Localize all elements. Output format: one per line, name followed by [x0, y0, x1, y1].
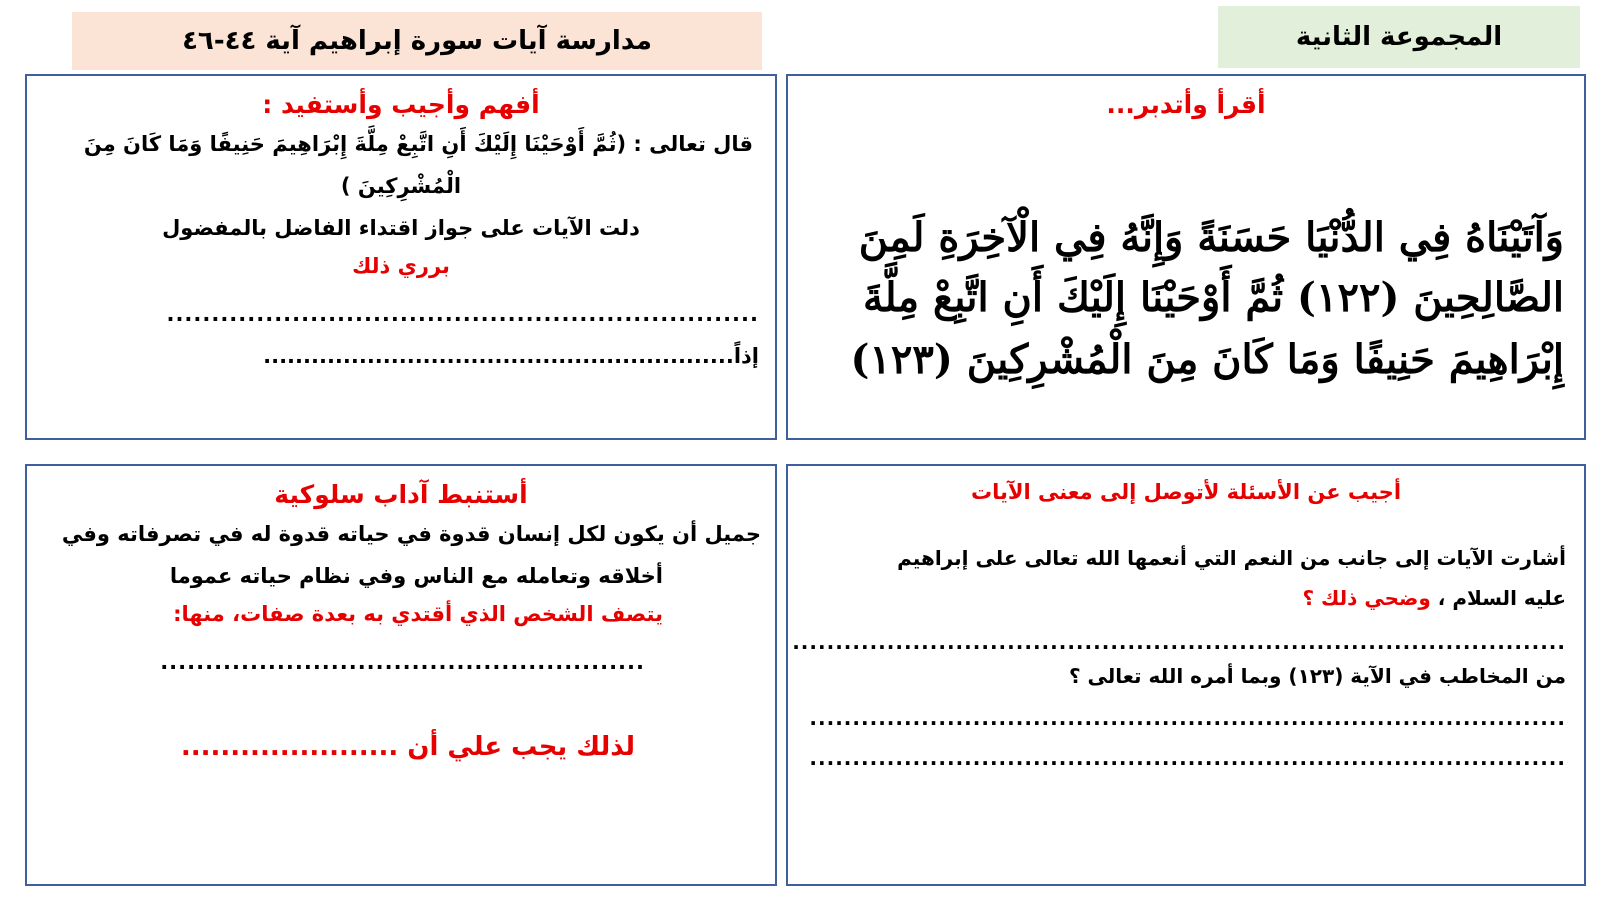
questions-heading: أجيب عن الأسئلة لأتوصل إلى معنى الآيات	[970, 480, 1402, 504]
question-1-text: عليه السلام ،	[1437, 586, 1566, 610]
group-label	[1218, 6, 1580, 68]
therefore-label: إذاً	[733, 344, 759, 368]
quote-line: قال تعالى : (ثُمَّ أَوْحَيْنَا إِلَيْكَ أَنِ اتَّبِعْ مِلَّةَ إِبْرَاهِيمَ حَنِيفًا وَمَا كَانَ مِنَ	[83, 132, 753, 156]
question-1-prompt: وضحي ذلك ؟	[1302, 586, 1431, 610]
etiquette-prompt: يتصف الشخص الذي أقتدي به بعدة صفات، منها:	[173, 602, 663, 626]
quote-line: الْمُشْرِكِينَ )	[340, 174, 462, 198]
verse-line: الصَّالِحِينَ (١٢٢) ثُمَّ أَوْحَيْنَا إِلَيْكَ أَنِ اتَّبِعْ مِلَّةَ	[862, 274, 1564, 321]
question-2: من المخاطب في الآية (١٢٣) وبما أمره الله تعالى ؟	[1068, 664, 1566, 688]
answer-line[interactable]: ......................	[180, 732, 399, 762]
verse-line: إِبْرَاهِيمَ حَنِيفًا وَمَا كَانَ مِنَ الْمُشْرِكِينَ (١٢٣)	[850, 336, 1564, 383]
answer-line[interactable]: ...........................................................	[263, 344, 734, 368]
read-reflect-panel	[786, 74, 1586, 440]
conclusion-row	[181, 732, 635, 762]
answer-line[interactable]: ........................................................................................	[809, 706, 1566, 730]
group-label-text: المجموعة الثانية	[1295, 22, 1503, 52]
question-1-line: أشارت الآيات إلى جانب من النعم التي أنعمها الله تعالى على إبراهيم	[897, 546, 1566, 570]
verse-line: وَآتَيْنَاهُ فِي الدُّنْيَا حَسَنَةً وَإِنَّهُ فِي الْآخِرَةِ لَمِنَ	[858, 214, 1564, 261]
therefore-row	[263, 344, 759, 368]
questions-panel	[786, 464, 1586, 886]
answer-line[interactable]: ..........................................................................................	[792, 630, 1566, 654]
answer-line[interactable]: ......................................................	[160, 650, 645, 674]
etiquette-text: جميل أن يكون لكل إنسان قدوة في حياته قدوة له في تصرفاته وفي	[61, 522, 761, 546]
answer-line[interactable]: ........................................................................................	[809, 746, 1566, 770]
understand-heading: أفهم وأجيب وأستفيد :	[262, 90, 540, 119]
etiquette-heading: أستنبط آداب سلوكية	[274, 480, 528, 509]
question-1-line	[1302, 586, 1566, 610]
lesson-title	[72, 12, 762, 70]
justify-prompt: برري ذلك	[352, 254, 450, 278]
answer-line[interactable]: ..................................................................	[166, 302, 759, 326]
etiquette-panel	[25, 464, 777, 886]
reference-statement: دلت الآيات على جواز اقتداء الفاضل بالمفضول	[162, 216, 640, 240]
lesson-title-text: مدارسة آيات سورة إبراهيم آية ٤٤-٤٦	[182, 26, 652, 56]
etiquette-text: أخلاقه وتعامله مع الناس وفي نظام حياته عموما	[169, 564, 663, 588]
conclusion-text: لذلك يجب علي أن	[407, 732, 635, 762]
understand-answer-panel	[25, 74, 777, 440]
read-heading: أقرأ وأتدبر...	[1106, 90, 1266, 119]
